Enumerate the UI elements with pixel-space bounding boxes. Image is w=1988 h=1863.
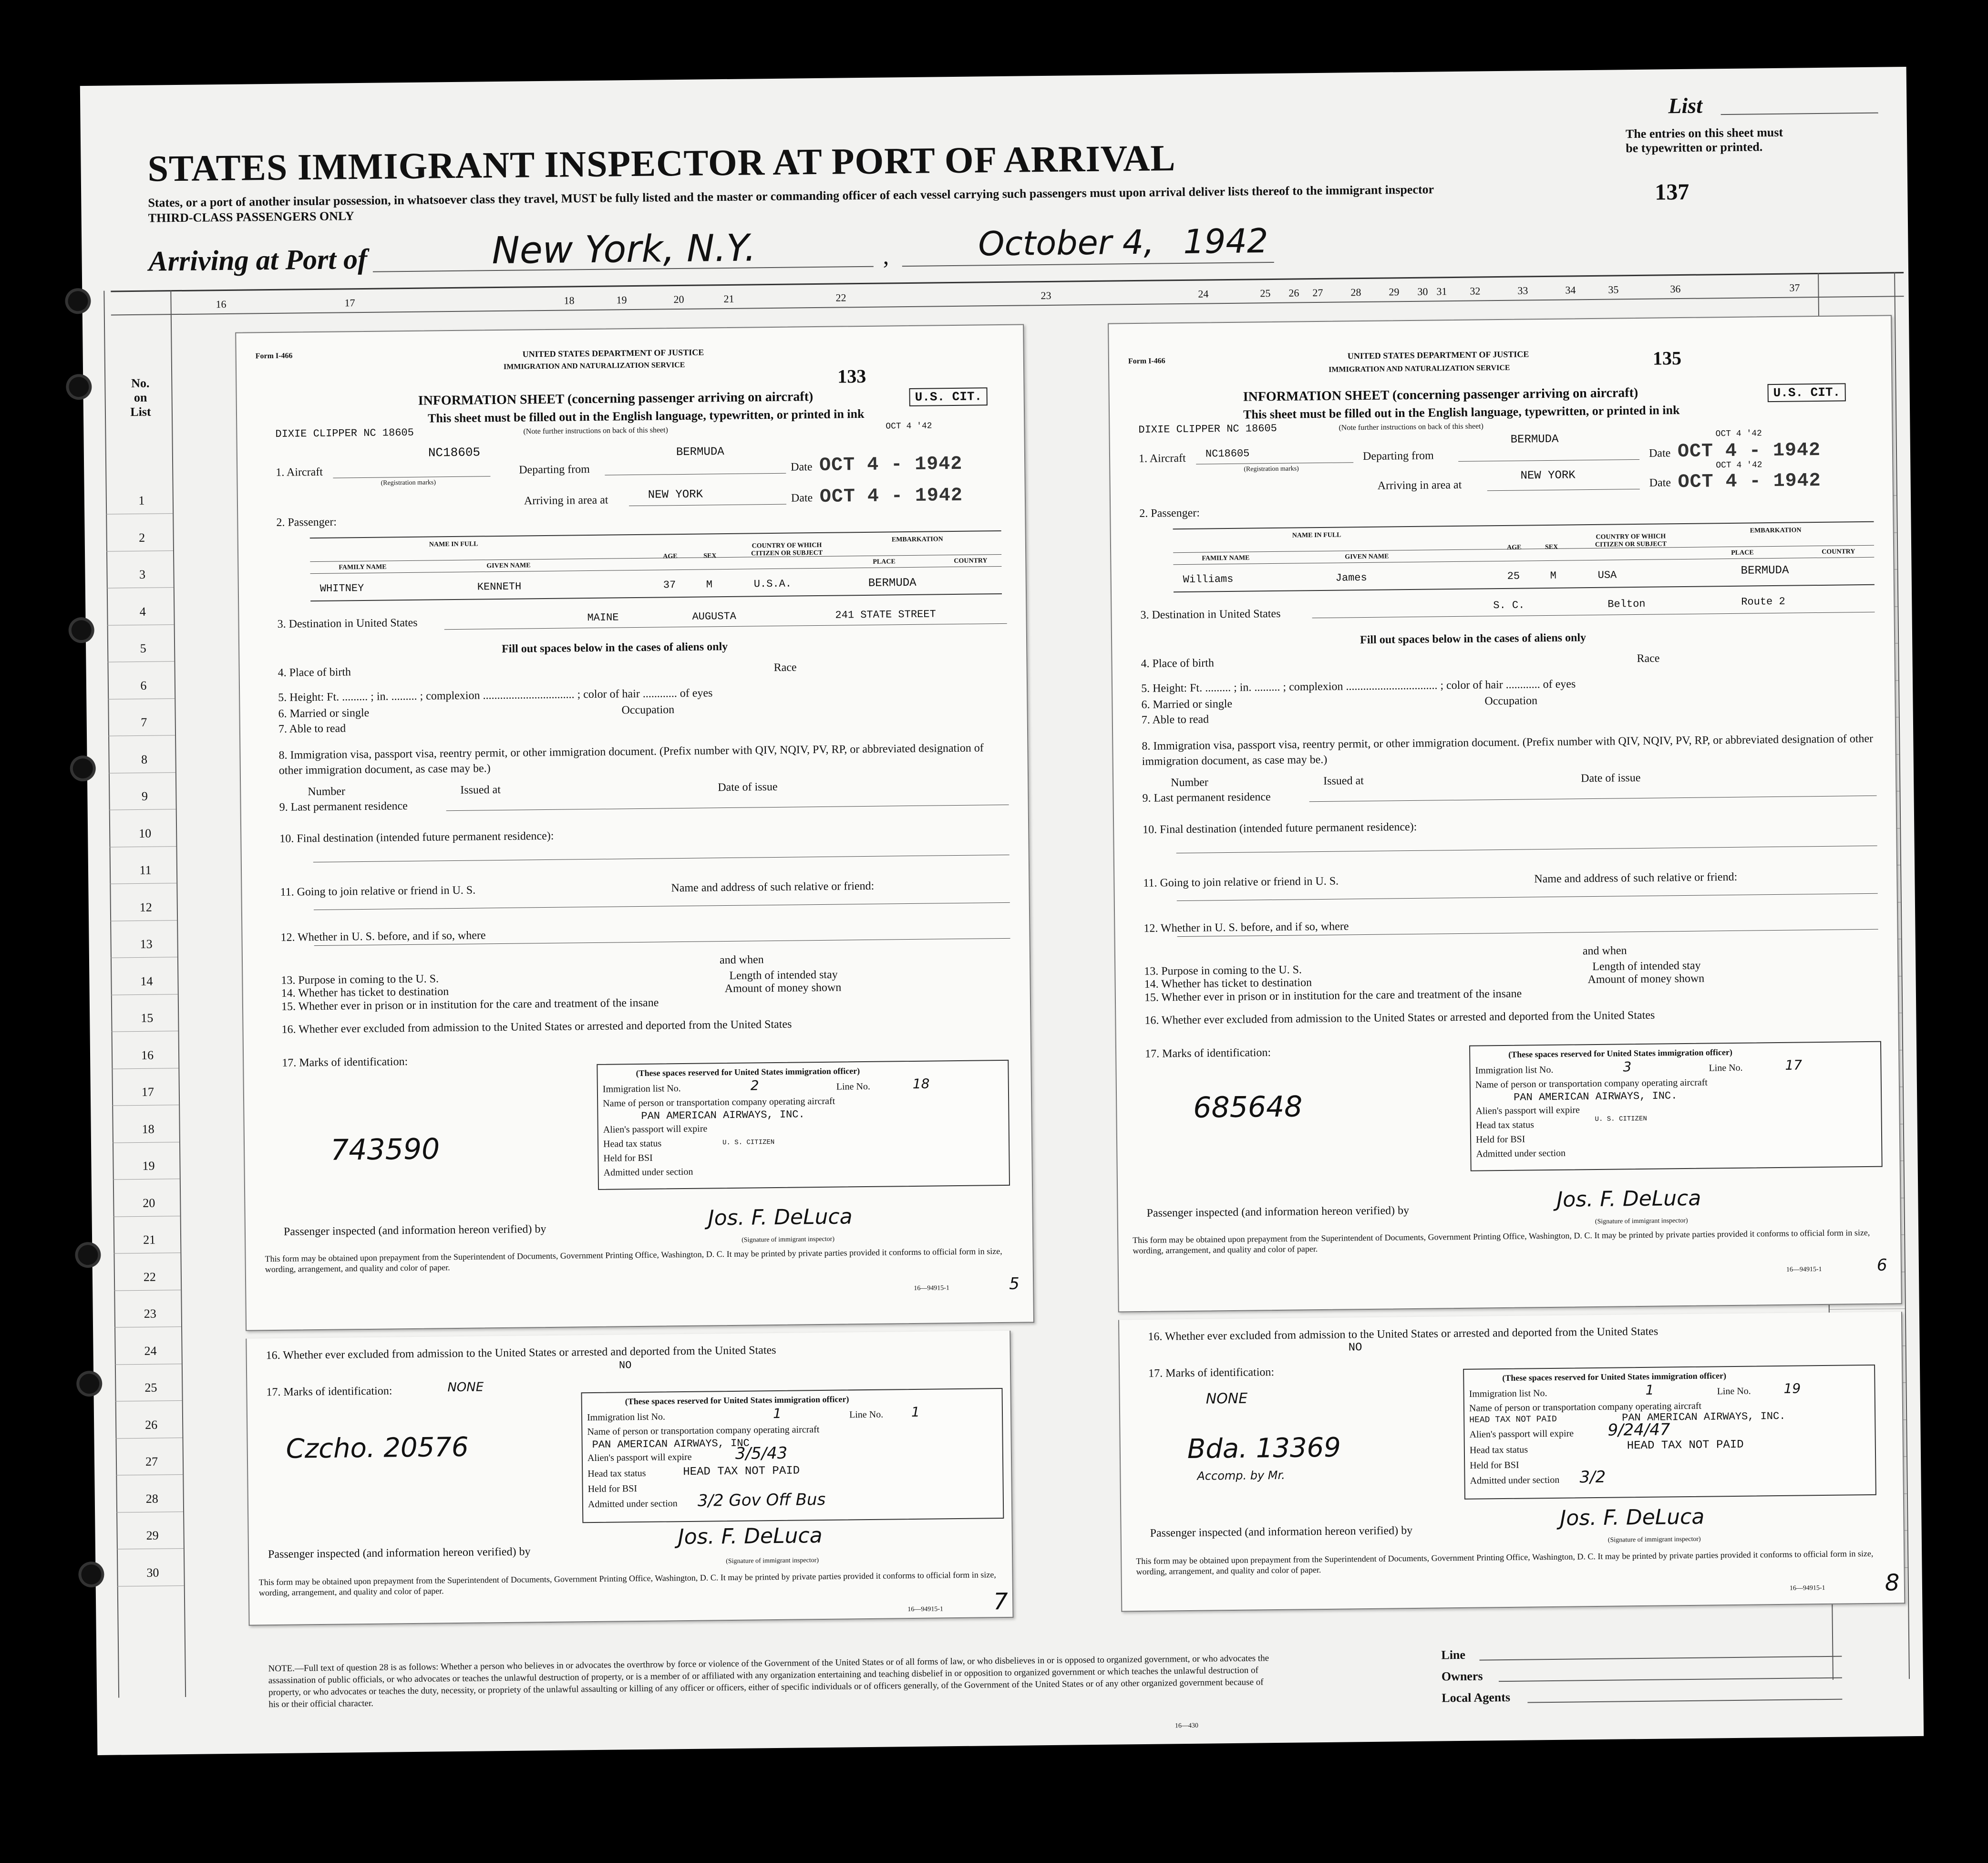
row-number: 29 [146, 1528, 159, 1542]
inspector-signature: Jos. F. DeLuca [1560, 1504, 1705, 1531]
column-number: 27 [1312, 286, 1323, 299]
column-number: 22 [835, 291, 846, 304]
row-number: 19 [142, 1159, 155, 1173]
date-stamp: OCT 4 - 1942 [1677, 439, 1821, 463]
arriving-label: Arriving at Port of [148, 243, 368, 277]
punch-hole [72, 620, 92, 640]
row-number: 3 [139, 567, 146, 581]
row-number: 17 [141, 1085, 155, 1099]
column-number: 28 [1350, 286, 1361, 299]
column-number: 18 [564, 294, 575, 307]
row-number: 23 [144, 1306, 156, 1321]
column-number: 23 [1040, 289, 1051, 302]
punch-hole [73, 758, 93, 778]
list-label: List [1668, 93, 1703, 118]
sheet-number: 135 [1652, 347, 1682, 369]
sex: M [706, 579, 713, 591]
port-handwritten: New York, N.Y. [491, 227, 756, 273]
us-cit-stamp: U.S. CIT. [1768, 383, 1846, 402]
year-handwritten: 1942 [1183, 221, 1268, 261]
column-number: 19 [616, 294, 627, 306]
row-number: 2 [139, 530, 145, 545]
inspector-signature: Jos. F. DeLuca [708, 1204, 853, 1231]
row-number: 27 [145, 1454, 158, 1469]
page-number: 137 [1655, 179, 1689, 205]
column-number: 21 [723, 292, 734, 305]
punch-hole [78, 1245, 98, 1265]
row-number: 7 [141, 715, 147, 729]
column-number: 29 [1389, 286, 1400, 298]
page-title: STATES IMMIGRANT INSPECTOR AT PORT OF ARRIVAL [147, 137, 1176, 189]
footer-owners-label: Owners [1441, 1669, 1483, 1684]
embark-place: BERMUDA [868, 576, 917, 590]
column-number: 34 [1565, 284, 1576, 296]
inspector-signature: Jos. F. DeLuca [678, 1523, 823, 1550]
dest-street: Route 2 [1741, 595, 1785, 608]
age: 25 [1507, 570, 1520, 582]
marks-handwritten: 743590 [330, 1132, 440, 1167]
row-number: 22 [143, 1270, 156, 1284]
aircraft-value: NC18605 [1205, 447, 1250, 460]
marks-handwritten: 685648 [1193, 1090, 1303, 1125]
us-cit-stamp: U.S. CIT. [909, 387, 988, 406]
info-sheet-133: Form I-466 UNITED STATES DEPARTMENT OF JUSTICE IMMIGRATION AND NATURALIZATION SERVICE 133 INFORMATION SHEET (concerning passenger arriving on aircraft) U.S. CIT. This sheet must be filled out in the English language, typewritten, or printed in ink DIXIE CLIPPER NC 18605 (Note further instructions on back of this sheet) OCT 4 '42 NC18605 1. Aircraft (Registration marks) Departing from BERMUDA Date OCT 4 - 1942 Arriving in area at NEW YORK Date OCT 4 - 1942 2. Passenger: NAME IN FULL FAMILY NAME GIVEN NAME AGE SEX COUNTRY OF WHICH CITIZEN OR SUBJECT EMBARKATION PLACE COUNTRY WHITNEY KENNETH 37 M U.S.A. BERMUDA 3. Destination in United States MAINE AUGUSTA 241 STATE STREET Fill out spaces below in the cases of aliens only 4. Place of birth Race 5. Height: Ft. ......... ; in. ......... ; complexion ................................ ; color of hair ............ of eyes 6. Married or single Occupation 7. Able to read 8. Immigration visa, passport visa, reentry permit, or other immigration document. (Prefix number with QIV, NQIV, PV, RP, or abbreviated designation of other immigration document, as case may be.) Number Issued at Date of issue 9. Last permanent residence 10. Final destination (intended future permanent residence): 11. Going to join relative or friend in U. S. Name and address of such relative or friend: 12. Whether in U. S. before, and if so, where and when 13. Purpose in coming to the U. S. Length of intended stay 14. Whether has ticket to destination Amount of money shown 15. Whether ever in prison or in institution for the care and treatment of the insane 16. Whether ever excluded from admission to the United States or arrested and deported from the United States 17. Marks of identification: 743590 (These spaces reserved for United States immigration officer) Immigration list No. 2 Line No. 18 Name of person or transportation company operating aircraft PAN AMERICAN AIRWAYS, INC. Alien's passport will expire Head tax status U. S. CITIZEN Held for BSI Admitted under section Passenger inspected (and information hereon verified) by Jos. F. DeLuca (Signature of immigrant inspector) This form may be obtained upon prepayment from the Superintendent of Documents, Government Printing Office, Washington, D. C. It may be printed by private parties provided it conforms to official form in size, wording, arrangement, and quality and color of paper. 16—94915-1 5 [235, 324, 1034, 1331]
column-number: 33 [1517, 284, 1528, 297]
departing-value: BERMUDA [1510, 433, 1559, 446]
departing-value: BERMUDA [676, 445, 724, 459]
row-number: 13 [140, 937, 153, 951]
row-number: 25 [144, 1380, 157, 1395]
officer-box: (These spaces reserved for United States immigration officer) Immigration list No. 2 Line No. 18 Name of person or transportation company operating aircraft PAN AMERICAN AIRWAYS, INC. Alien's passport will expire Head tax status U. S. CITIZEN Held for BSI Admitted under section [597, 1060, 1010, 1190]
row-number: 1 [138, 493, 145, 507]
row-number: 26 [145, 1418, 158, 1432]
column-number: 26 [1288, 287, 1299, 299]
column-number: 25 [1260, 287, 1271, 300]
column-number: 32 [1470, 285, 1481, 297]
column-number: 37 [1789, 281, 1800, 294]
row-number: 12 [139, 900, 152, 914]
row-number: 10 [139, 826, 152, 840]
officer-box: (These spaces reserved for United States immigration officer) Immigration list No. 1 Line No. 19 Name of person or transportation company operating aircraft PAN AMERICAN AIRWAYS, INC. HEAD TAX NOT PAID Alien's passport will expire 9/24/47 Head tax status HEAD TAX NOT PAID Held for BSI Admitted under section 3/2 [1463, 1365, 1876, 1500]
typewritten-note-1: The entries on this sheet must [1625, 125, 1783, 141]
family-name: Williams [1183, 573, 1234, 586]
row-number: 5 [140, 641, 146, 655]
row-number: 30 [146, 1565, 159, 1580]
column-number: 24 [1198, 288, 1209, 300]
footer-local-agents-label: Local Agents [1442, 1690, 1511, 1705]
column-number: 36 [1670, 283, 1681, 295]
arriving-value: NEW YORK [1520, 469, 1576, 483]
marks-handwritten: Bda. 13369 [1187, 1432, 1341, 1465]
row-number: 16 [141, 1048, 154, 1062]
embark-place: BERMUDA [1741, 564, 1789, 578]
info-sheet-lower-right: 16. Whether ever excluded from admission to the United States or arrested and deported from the United States NO 17. Marks of identification: NONE Bda. 13369 Accomp. by Mr. (These spaces reserved for United States immigration officer) Immigration list No. 1 Line No. 19 Name of person or transportation company operating aircraft PAN AMERICAN AIRWAYS, INC. HEAD TAX NOT PAID Alien's passport will expire 9/24/47 Head tax status HEAD TAX NOT PAID Held for BSI Admitted under section 3/2 Passenger inspected (and information hereon verified) by Jos. F. DeLuca (Signature of immigrant inspector) This form may be obtained upon prepayment from the Superintendent of Documents, Government Printing Office, Washington, D. C. It may be printed by private parties provided it conforms to official form in size, wording, arrangement, and quality and color of paper. 16—94915-1 8 [1118, 1312, 1905, 1612]
date-stamp: OCT 4 - 1942 [819, 453, 963, 476]
aircraft-value: NC18605 [428, 445, 481, 460]
no-on-list-header: No. on List [130, 376, 151, 419]
typewritten-note-2: be typewritten or printed. [1626, 140, 1763, 155]
row-number: 6 [140, 678, 147, 693]
column-number: 20 [673, 293, 684, 306]
row-number: 21 [143, 1232, 156, 1247]
row-number: 24 [144, 1344, 157, 1358]
column-number: 30 [1417, 285, 1428, 298]
row-number: 4 [139, 604, 146, 619]
dest-state: MAINE [587, 611, 619, 624]
punch-hole [68, 291, 88, 311]
clipper-stamp: DIXIE CLIPPER NC 18605 [275, 426, 414, 440]
dest-street: 241 STATE STREET [835, 608, 936, 621]
dest-state: S. C. [1493, 599, 1525, 612]
dest-city: AUGUSTA [692, 610, 737, 623]
row-number: 9 [141, 789, 148, 803]
column-number: 35 [1608, 283, 1619, 296]
date-handwritten: October 4, [978, 222, 1154, 264]
sheet-number: 133 [837, 365, 866, 387]
punch-hole [69, 377, 89, 397]
class-line: THIRD-CLASS PASSENGERS ONLY [148, 209, 354, 225]
arriving-value: NEW YORK [648, 488, 703, 502]
row-number: 20 [143, 1196, 155, 1210]
given-name: James [1335, 571, 1367, 584]
column-number: 16 [216, 298, 227, 310]
instruction-text: States, or a port of another insular possession, in whatsoever class they travel, MUST be fully listed and the master or commanding officer of each vessel carrying such passengers must upon arrival deliver lists thereof to the immigrant inspector [148, 182, 1434, 210]
info-sheet-lower-left: 16. Whether ever excluded from admission to the United States or arrested and deported from the United States NO 17. Marks of identification: NONE Czcho. 20576 (These spaces reserved for United States immigration officer) Immigration list No. 1 Line No. 1 Name of person or transportation company operating aircraft PAN AMERICAN AIRWAYS, INC Alien's passport will expire 3/5/43 Head tax status HEAD TAX NOT PAID Held for BSI Admitted under section 3/2 Gov Off Bus Passenger inspected (and information hereon verified) by Jos. F. DeLuca (Signature of immigrant inspector) This form may be obtained upon prepayment from the Superintendent of Documents, Government Printing Office, Washington, D. C. It may be printed by private parties provided it conforms to official form in size, wording, arrangement, and quality and color of paper. 16—94915-1 7 [246, 1331, 1013, 1626]
dest-city: Belton [1607, 598, 1646, 611]
punch-hole [81, 1564, 101, 1584]
row-number: 15 [141, 1011, 154, 1025]
footer-line-label: Line [1441, 1647, 1466, 1662]
sex: M [1550, 569, 1557, 582]
row-number: 8 [141, 752, 148, 766]
column-number: 31 [1436, 285, 1447, 298]
marks-handwritten: Czcho. 20576 [286, 1431, 469, 1465]
punch-hole [79, 1374, 99, 1394]
inspector-signature: Jos. F. DeLuca [1556, 1186, 1701, 1212]
officer-box: (These spaces reserved for United States immigration officer) Immigration list No. 3 Line No. 17 Name of person or transportation company operating aircraft PAN AMERICAN AIRWAYS, INC. Alien's passport will expire Head tax status U. S. CITIZEN Held for BSI Admitted under section [1469, 1041, 1883, 1171]
row-number: 11 [139, 863, 152, 877]
age: 37 [663, 579, 676, 591]
citizen: U.S.A. [753, 578, 792, 590]
column-number: 17 [344, 297, 355, 309]
officer-box: (These spaces reserved for United States immigration officer) Immigration list No. 1 Line No. 1 Name of person or transportation company operating aircraft PAN AMERICAN AIRWAYS, INC Alien's passport will expire 3/5/43 Head tax status HEAD TAX NOT PAID Held for BSI Admitted under section 3/2 Gov Off Bus [581, 1388, 1004, 1523]
row-number: 14 [140, 974, 153, 988]
citizen: USA [1597, 569, 1617, 581]
row-number: 28 [145, 1491, 158, 1506]
clipper-stamp: DIXIE CLIPPER NC 18605 [1138, 422, 1277, 436]
manifest-page: List The entries on this sheet must be typewritten or printed. STATES IMMIGRANT INSPECTOR AT PORT OF ARRIVAL States, or a port of another insular possession, in whatsoever class they travel, MUST be fully listed and the master or commanding officer of each vessel carrying such passengers must upon arrival deliver lists thereof to the immigrant inspector THIRD-CLASS PASSENGERS ONLY 137 Arriving at Port of New York, N.Y. , October 4, 1942 16 17 18 19 20 21 22 23 24 25 26 27 28 29 30 31 32 33 34 35 36 37 No. on List 1 2 3 4 5 6 7 8 9 10 11 12 13 14 15 16 17 18 19 20 21 22 23 24 25 26 27 28 29 30 Form I-466 UNITED STATES DEPARTMENT OF JUSTICE IMMIGRATION AND NATURALIZATION SERVICE 133 INFORMATION SHEET (concerning passenger arriving on aircraft) U.S. CIT. This sheet must be filled out in the English language, typewritten, or printed in ink DIXIE CLIPPER NC 18605 (Note further instructions on back of this sheet) OCT 4 '42 NC18605 1. Aircraft (Registration marks) Departing from BERMUDA Date OCT 4 - 1942 Arriving in area at NEW YORK Date OCT 4 - 1942 2. Passenger: NAME IN FULL FAMILY NAME GIVEN NAME AGE SEX COUNTRY OF WHICH CITIZEN OR SUBJECT EMBARKATION PLACE COUNTRY WHITNEY KENNETH 37 M U.S.A. BERMUDA 3. Destination in United States MAINE AUGUSTA 241 STATE STREET Fill out spaces below in the cases of aliens only 4. Place of birth Race 5. Height: Ft. ......... ; in. ......... ; complexion ................................ ; color of hair ............ of eyes 6. Married or single Occupation 7. Able to read 8. Immigration visa, passport visa, reentry permit, or other immigration document. (Prefix number with QIV, NQIV, PV, RP, or abbreviated designation of other immigration document, as case may be.) Number Issued at Date of issue 9. Last permanent residence 10. Final destination (intended future permanent residence): 11. Going to join relative or friend in U. S. Name and address of such relative or friend: 12. Whether in U. S. before, and if so, where and when 13. Purpose in coming to the U. S. Length of intended stay 14. Whether has ticket to destination Amount of money shown 15. Whether ever in prison or in institution for the care and treatment of the insane 16. Whether ever excluded from admission to the United States or arrested and deported from the United States 17. Marks of identification: 743590 (These spaces reserved for United States immigration officer) Immigration list No. 2 Line No. 18 Name of person or transportation company operating aircraft PAN AMERICAN AIRWAYS, INC. Alien's passport will expire Head tax status U. S. CITIZEN Held for BSI Admitted under section Passenger inspected (and information hereon verified) by Jos. F. DeLuca (Signature of immigrant inspector) This form may be obtained upon prepayment from the Superintendent of Documents, Government Printing Office, Washington, D. C. It may be printed by private parties provided it conforms to official form in size, wording, arrangement, and quality and color of paper. 16—94915-1 5 Form I-466 UNITED STATES DEPARTMENT OF JUSTICE IMMIGRATION AND NATURALIZATION SERVICE 135 INFORMATION SHEET (concerning passenger arriving on aircraft) U.S. CIT. This sheet must be filled out in the English language, typewritten, or printed in ink DIXIE CLIPPER NC 18605 (Note further instructions on back of this sheet) 1. Aircraft NC18605 (Registration marks) Departing from BERMUDA Date OCT 4 - 1942 OCT 4 '42 Arriving in area at NEW YORK Date OCT 4 - 1942 OCT 4 '42 2. Passenger: NAME IN FULL FAMILY NAME GIVEN NAME AGE SEX COUNTRY OF WHICH CITIZEN OR SUBJECT EMBARKATION PLACE COUNTRY Williams James 25 M USA BERMUDA 3. Destination in United States S. C. Belton Route 2 Fill out spaces below in the cases of aliens only 4. Place of birth Race 5. Height: Ft. ......... ; in. ......... ; complexion ................................ ; color of hair ............ of eyes 6. Married or single Occupation 7. Able to read 8. Immigration visa, passport visa, reentry permit, or other immigration document. (Prefix number with QIV, NQIV, PV, RP, or abbreviated designation of other immigration document, as case may be.) Number Issued at Date of issue 9. Last permanent residence 10. Final destination (intended future permanent residence): 11. Going to join relative or friend in U. S. Name and address of such relative or friend: 12. Whether in U. S. before, and if so, where and when 13. Purpose in coming to the U. S. Length of intended stay 14. Whether has ticket to destination Amount of money shown 15. Whether ever in prison or in institution for the care and treatment of the insane 16. Whether ever excluded from admission to the United States or arrested and deported from the United States 17. Marks of identification: 685648 (These spaces reserved for United States immigration officer) Immigration list No. 3 Line No. 17 Name of person or transportation company operating aircraft PAN AMERICAN AIRWAYS, INC. Alien's passport will expire Head tax status U. S. CITIZEN Held for BSI Admitted under section Passenger inspected (and information hereon verified) by Jos. F. DeLuca (Signature of immigrant inspector) This form may be obtained upon prepayment from the Superintendent of Documents, Government Printing Office, Washington, D. C. It may be printed by private parties provided it conforms to official form in size, wording, arrangement, and quality and color of paper. 16—94915-1 6 16. Whether ever excluded from admission to the United States or arrested and deported from the United States NO 17. Marks of identification: NONE Czcho. 20576 (These spaces reserved for United States immigration officer) Immigration list No. 1 Line No. 1 Name of person or transportation company operating aircraft PAN AMERICAN AIRWAYS, INC Alien's passport will expire 3/5/43 Head tax status HEAD TAX NOT PAID Held for BSI Admitted under section 3/2 Gov Off Bus Passenger inspected (and information hereon verified) by Jos. F. DeLuca (Signature of immigrant inspector) This form may be obtained upon prepayment from the Superintendent of Documents, Government Printing Office, Washington, D. C. It may be printed by private parties provided it conforms to official form in size, wording, arrangement, and quality and color of paper. 16—94915-1 7 16. Whether ever excluded from admission to the United States or arrested and deported from the United States NO 17. Marks of identification: NONE Bda. 13369 Accomp. by Mr. (These spaces reserved for United States immigration officer) Immigration list No. 1 Line No. 19 Name of person or transportation company operating aircraft PAN AMERICAN AIRWAYS, INC. HEAD TAX NOT PAID Alien's passport will expire 9/24/47 Head tax status HEAD TAX NOT PAID Held for BSI Admitted under section 3/2 Passenger inspected (and information hereon verified) by Jos. F. DeLuca (Signature of immigrant inspector) This form may be obtained upon prepayment from the Superintendent of Documents, Government Printing Office, Washington, D. C. It may be printed by private parties provided it conforms to official form in size, wording, arrangement, and quality and color of paper. 16—94915-1 8 NOTE.—Full text of question 28 is as follows: Whether a person who believes in or advocates the overthrow by force or violence of the Government of the United States or of all forms of law, or who disbelieves in or is opposed to organized government, or who advocates the assassination of public officials, or who advocates or teaches the unlawful destruction of property, or is a member of or affiliated with any organization entertaining and teaching disbelief in or opposition to organized government or which teaches the unlawful destruction of property, or who advocates or teaches the duty, necessity, or propriety of the unlawful assaulting or killing of any officer or officers, either of specific individuals or of officers generally, of the Government of the United States or of any other organized government because of his or their official character. 16—430 Line Owners Local Agents [80, 67, 1924, 1755]
info-sheet-135: Form I-466 UNITED STATES DEPARTMENT OF JUSTICE IMMIGRATION AND NATURALIZATION SERVICE 135 INFORMATION SHEET (concerning passenger arriving on aircraft) U.S. CIT. This sheet must be filled out in the English language, typewritten, or printed in ink DIXIE CLIPPER NC 18605 (Note further instructions on back of this sheet) 1. Aircraft NC18605 (Registration marks) Departing from BERMUDA Date OCT 4 - 1942 OCT 4 '42 Arriving in area at NEW YORK Date OCT 4 - 1942 OCT 4 '42 2. Passenger: NAME IN FULL FAMILY NAME GIVEN NAME AGE SEX COUNTRY OF WHICH CITIZEN OR SUBJECT EMBARKATION PLACE COUNTRY Williams James 25 M USA BERMUDA 3. Destination in United States S. C. Belton Route 2 Fill out spaces below in the cases of aliens only 4. Place of birth Race 5. Height: Ft. ......... ; in. ......... ; complexion ................................ ; color of hair ............ of eyes 6. Married or single Occupation 7. Able to read 8. Immigration visa, passport visa, reentry permit, or other immigration document. (Prefix number with QIV, NQIV, PV, RP, or abbreviated designation of other immigration document, as case may be.) Number Issued at Date of issue 9. Last permanent residence 10. Final destination (intended future permanent residence): 11. Going to join relative or friend in U. S. Name and address of such relative or friend: 12. Whether in U. S. before, and if so, where and when 13. Purpose in coming to the U. S. Length of intended stay 14. Whether has ticket to destination Amount of money shown 15. Whether ever in prison or in institution for the care and treatment of the insane 16. Whether ever excluded from admission to the United States or arrested and deported from the United States 17. Marks of identification: 685648 (These spaces reserved for United States immigration officer) Immigration list No. 3 Line No. 17 Name of person or transportation company operating aircraft PAN AMERICAN AIRWAYS, INC. Alien's passport will expire Head tax status U. S. CITIZEN Held for BSI Admitted under section Passenger inspected (and information hereon verified) by Jos. F. DeLuca (Signature of immigrant inspector) This form may be obtained upon prepayment from the Superintendent of Documents, Government Printing Office, Washington, D. C. It may be printed by private parties provided it conforms to official form in size, wording, arrangement, and quality and color of paper. 16—94915-1 6 [1108, 315, 1902, 1312]
question-28-note: NOTE.—Full text of question 28 is as follows: Whether a person who believes in or advocates the overthrow by force or violence of the Government of the United States or of all forms of law, or who disbelieves in or is opposed to organized government, or who advocates the assassination of public officials, or who advocates or teaches the unlawful destruction of property, or is a member of or affiliated with any organization entertaining and teaching disbelief in or opposition to organized government or which teaches the unlawful destruction of property, or who advocates or teaches the duty, necessity, or propriety of the unlawful assaulting or killing of any officer or officers, either of specific individuals or of officers generally, of the Government of the United States or of any other organized government because of his or their official character. [268, 1653, 1269, 1710]
family-name: WHITNEY [319, 582, 364, 595]
given-name: KENNETH [477, 580, 522, 593]
row-number: 18 [142, 1122, 155, 1136]
